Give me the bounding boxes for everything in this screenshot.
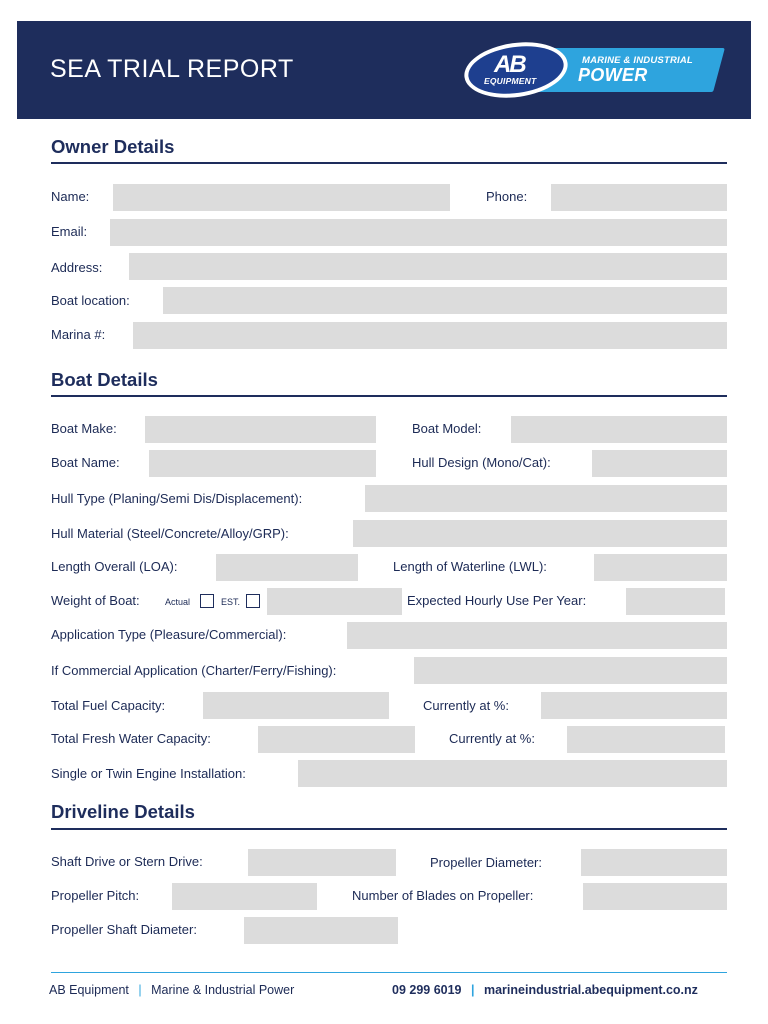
application-field[interactable]	[347, 622, 727, 649]
page-header	[17, 21, 751, 119]
footer-left	[49, 983, 294, 997]
logo-banner-top: MARINE & INDUSTRIAL	[582, 55, 693, 66]
address-field[interactable]	[129, 253, 727, 280]
water-capacity-label: Total Fresh Water Capacity:	[51, 731, 211, 746]
boat-model-field[interactable]	[511, 416, 727, 443]
email-field[interactable]	[110, 219, 727, 246]
est-label: EST.	[221, 597, 241, 607]
name-field[interactable]	[113, 184, 450, 211]
propeller-diameter-field[interactable]	[581, 849, 727, 876]
water-percent-field[interactable]	[567, 726, 725, 753]
email-label: Email:	[51, 224, 88, 239]
phone-field[interactable]	[551, 184, 727, 211]
hull-material-label: Hull Material (Steel/Concrete/Alloy/GRP):	[51, 526, 289, 541]
shaft-diameter-label: Propeller Shaft Diameter:	[51, 922, 197, 937]
commercial-field[interactable]	[414, 657, 727, 684]
actual-label: Actual	[165, 597, 191, 607]
water-capacity-field[interactable]	[258, 726, 415, 753]
propeller-diameter-label: Propeller Diameter:	[430, 855, 542, 870]
footer-division: Marine & Industrial Power	[151, 983, 295, 997]
marina-label: Marina #:	[51, 327, 106, 342]
fuel-capacity-label: Total Fuel Capacity:	[51, 698, 166, 713]
shaft-diameter-field[interactable]	[244, 917, 398, 944]
footer-company: AB Equipment	[49, 983, 129, 997]
owner-details-heading: Owner Details	[51, 136, 175, 157]
drive-type-label: Shaft Drive or Stern Drive:	[51, 854, 203, 869]
boat-details-rule	[51, 395, 727, 397]
commercial-label: If Commercial Application (Charter/Ferry/Fishing):	[51, 663, 337, 678]
logo-banner-main: POWER	[578, 65, 648, 85]
propeller-blades-label: Number of Blades on Propeller:	[352, 888, 534, 903]
boat-make-field[interactable]	[145, 416, 376, 443]
footer-website[interactable]: marineindustrial.abequipment.co.nz	[483, 983, 698, 997]
boat-name-field[interactable]	[149, 450, 376, 477]
drive-type-field[interactable]	[248, 849, 396, 876]
hull-type-label: Hull Type (Planing/Semi Dis/Displacement):	[51, 491, 303, 506]
actual-checkbox[interactable]	[200, 594, 214, 608]
loa-label: Length Overall (LOA):	[51, 559, 178, 574]
boat-make-label: Boat Make:	[51, 421, 117, 436]
footer-right	[392, 983, 698, 997]
hourly-use-label: Expected Hourly Use Per Year:	[407, 593, 587, 608]
boat-name-label: Boat Name:	[51, 455, 120, 470]
hourly-use-field[interactable]	[626, 588, 725, 615]
propeller-pitch-label: Propeller Pitch:	[51, 888, 140, 903]
boat-location-field[interactable]	[163, 287, 727, 314]
hull-design-field[interactable]	[592, 450, 727, 477]
hull-type-field[interactable]	[365, 485, 727, 512]
address-label: Address:	[51, 260, 103, 275]
ab-equipment-logo	[464, 43, 724, 101]
lwl-field[interactable]	[594, 554, 727, 581]
hull-material-field[interactable]	[353, 520, 727, 547]
fuel-percent-label: Currently at %:	[423, 698, 509, 713]
footer-separator: |	[138, 983, 142, 997]
name-label: Name:	[51, 189, 90, 204]
footer-phone: 09 299 6019	[392, 983, 462, 997]
hull-design-label: Hull Design (Mono/Cat):	[412, 455, 551, 470]
owner-details-rule	[51, 162, 727, 164]
logo-mark: AB	[494, 51, 525, 78]
propeller-blades-field[interactable]	[583, 883, 727, 910]
weight-label: Weight of Boat:	[51, 593, 140, 608]
boat-location-label: Boat location:	[51, 293, 130, 308]
driveline-details-rule	[51, 828, 727, 830]
footer-rule	[51, 972, 727, 973]
boat-model-label: Boat Model:	[412, 421, 482, 436]
engine-installation-field[interactable]	[298, 760, 727, 787]
phone-label: Phone:	[486, 189, 528, 204]
logo-mark-sub: EQUIPMENT	[484, 76, 537, 86]
weight-field[interactable]	[267, 588, 402, 615]
application-label: Application Type (Pleasure/Commercial):	[51, 627, 287, 642]
water-percent-label: Currently at %:	[449, 731, 535, 746]
engine-installation-label: Single or Twin Engine Installation:	[51, 766, 246, 781]
est-checkbox[interactable]	[246, 594, 260, 608]
footer-separator-2: |	[471, 983, 475, 997]
driveline-details-heading: Driveline Details	[51, 801, 195, 822]
propeller-pitch-field[interactable]	[172, 883, 317, 910]
fuel-percent-field[interactable]	[541, 692, 727, 719]
boat-details-heading: Boat Details	[51, 369, 158, 390]
fuel-capacity-field[interactable]	[203, 692, 389, 719]
marina-field[interactable]	[133, 322, 727, 349]
loa-field[interactable]	[216, 554, 358, 581]
lwl-label: Length of Waterline (LWL):	[393, 559, 547, 574]
page-title: SEA TRIAL REPORT	[50, 55, 294, 83]
